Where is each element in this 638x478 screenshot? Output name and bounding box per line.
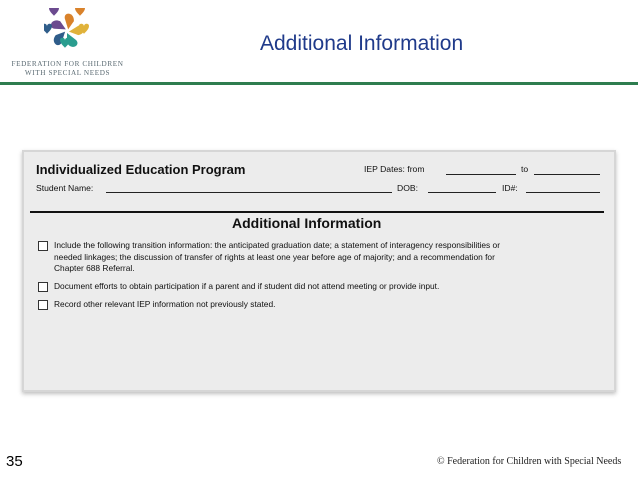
dob-label: DOB: xyxy=(397,183,419,193)
hearts-flower-icon xyxy=(44,8,90,54)
iep-date-from-line xyxy=(446,174,516,175)
iep-dates-label: IEP Dates: from xyxy=(364,164,425,174)
checklist-item xyxy=(38,299,598,311)
checkbox[interactable] xyxy=(38,300,48,310)
student-name-label: Student Name: xyxy=(36,183,94,193)
dob-line xyxy=(428,192,496,193)
footer-copyright: © Federation for Children with Special Needs xyxy=(437,456,622,467)
item-text-line: Document efforts to obtain participation if a parent and if student did not attend meeting or provide input. xyxy=(54,281,440,291)
checkbox[interactable] xyxy=(38,282,48,292)
item-text-line: Chapter 688 Referral. xyxy=(54,263,135,273)
checklist-item xyxy=(38,240,598,276)
checklist-item xyxy=(38,281,598,293)
slide-title: Additional Information xyxy=(260,32,464,55)
item-text-line: Include the following transition information: the anticipated graduation date; a statement of interagency responsibilities or xyxy=(54,240,501,250)
section-title: Additional Information xyxy=(232,215,382,231)
page-number: 35 xyxy=(6,453,23,470)
federation-logo xyxy=(10,8,125,77)
checkbox[interactable] xyxy=(38,241,48,251)
form-title: Individualized Education Program xyxy=(36,162,246,177)
form-divider xyxy=(30,211,604,213)
id-label: ID#: xyxy=(502,183,518,193)
iep-form-image xyxy=(22,150,616,392)
iep-date-to-line xyxy=(534,174,600,175)
student-name-line xyxy=(106,192,392,193)
item-text-line: Record other relevant IEP information not previously stated. xyxy=(54,299,276,309)
to-label: to xyxy=(521,164,529,174)
logo-text-line1: FEDERATION FOR CHILDREN xyxy=(11,60,124,68)
logo-text-line2: WITH SPECIAL NEEDS xyxy=(24,69,111,77)
id-line xyxy=(526,192,600,193)
item-text-line: needed linkages; the discussion of transfer of rights at least one year before age of majority; and a recommendation for xyxy=(54,251,495,262)
title-divider xyxy=(0,82,638,85)
